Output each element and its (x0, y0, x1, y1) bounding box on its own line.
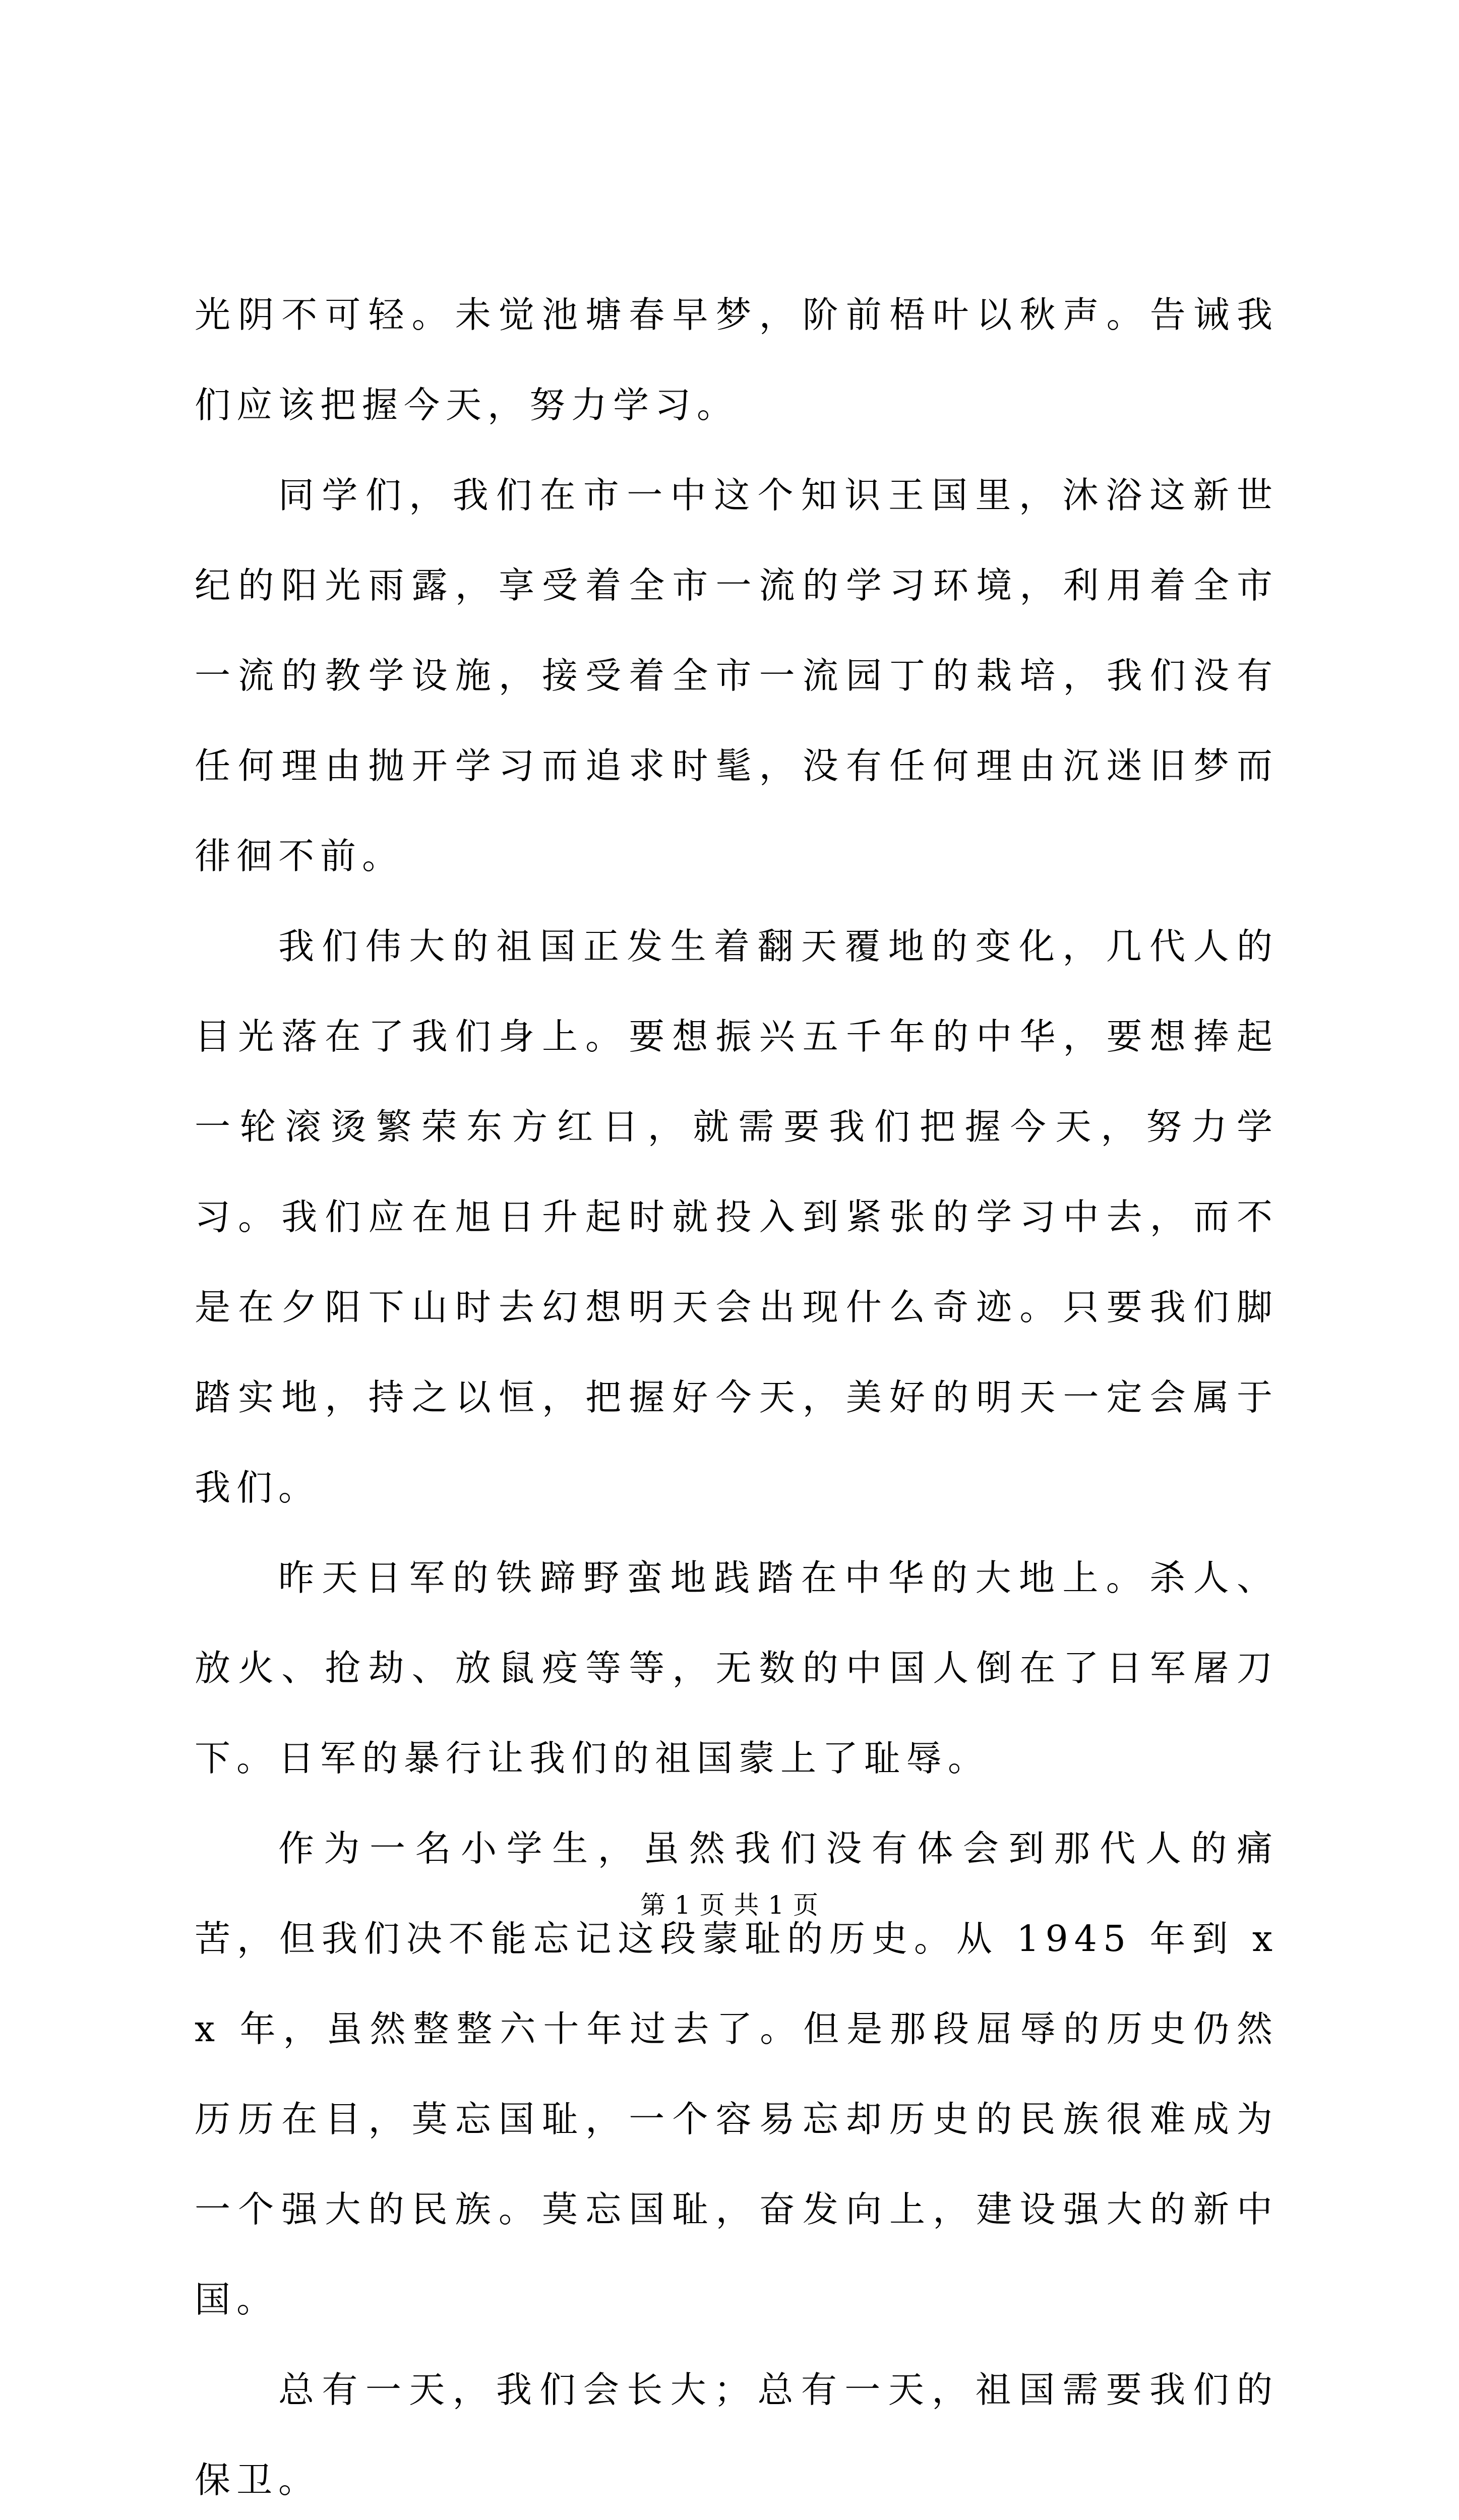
paragraph-5: 作为一名小学生，虽然我们没有体会到那代人的痛苦，但我们决不能忘记这段蒙耻的历史。从 1945 年到 xx 年，虽然整整六十年过去了。但是那段屈辱的历史仍然历历在目，莫忘国耻，一个容易忘却历史的民族很难成为一个强大的民族。莫忘国耻，奋发向上，建设强大的新中国。 (195, 1828, 1279, 2320)
paragraph-1: 光阴不可轻。未觉池塘春早梦，阶前梧叶以秋声。告诫我们应该把握今天，努力学习。 (195, 294, 1279, 426)
page-footer: 第 1 页 共 1 页 (640, 1891, 819, 1920)
document-body (195, 270, 1279, 2520)
paragraph-6: 总有一天，我们会长大；总有一天，祖国需要我们的保卫。 (195, 2369, 1279, 2501)
paragraph-3: 我们伟大的祖国正发生着翻天覆地的变化，几代人的目光落在了我们身上。要想振兴五千年的中华，要想捧起一轮滚烫繁荣东方红日，就需要我们把握今天，努力学习。我们应在旭日升起时就投入到紧张的学习中去，而不是在夕阳下山时去幻想明天会出现什么奇迹。只要我们脚踏实地，持之以恒，把握好今天，美好的明天一定会属于我们。 (195, 925, 1279, 1508)
paragraph-4: 昨天日军的铁蹄野蛮地践踏在中华的大地上。杀人、放火、抢劫、放鼠疫等等，无数的中国人倒在了日军屠刀下。日军的暴行让我们的祖国蒙上了耻辱。 (195, 1557, 1279, 1779)
paragraph-2: 同学们，我们在市一中这个知识王国里，沐浴这新世纪的阳光雨露，享受着全市一流的学习环境，利用着全市一流的教学设施，接受着全市一流园丁的栽培，我们没有任何理由抛开学习而追求时髦，没有任何理由沉迷旧梦而徘徊不前。 (195, 474, 1279, 877)
